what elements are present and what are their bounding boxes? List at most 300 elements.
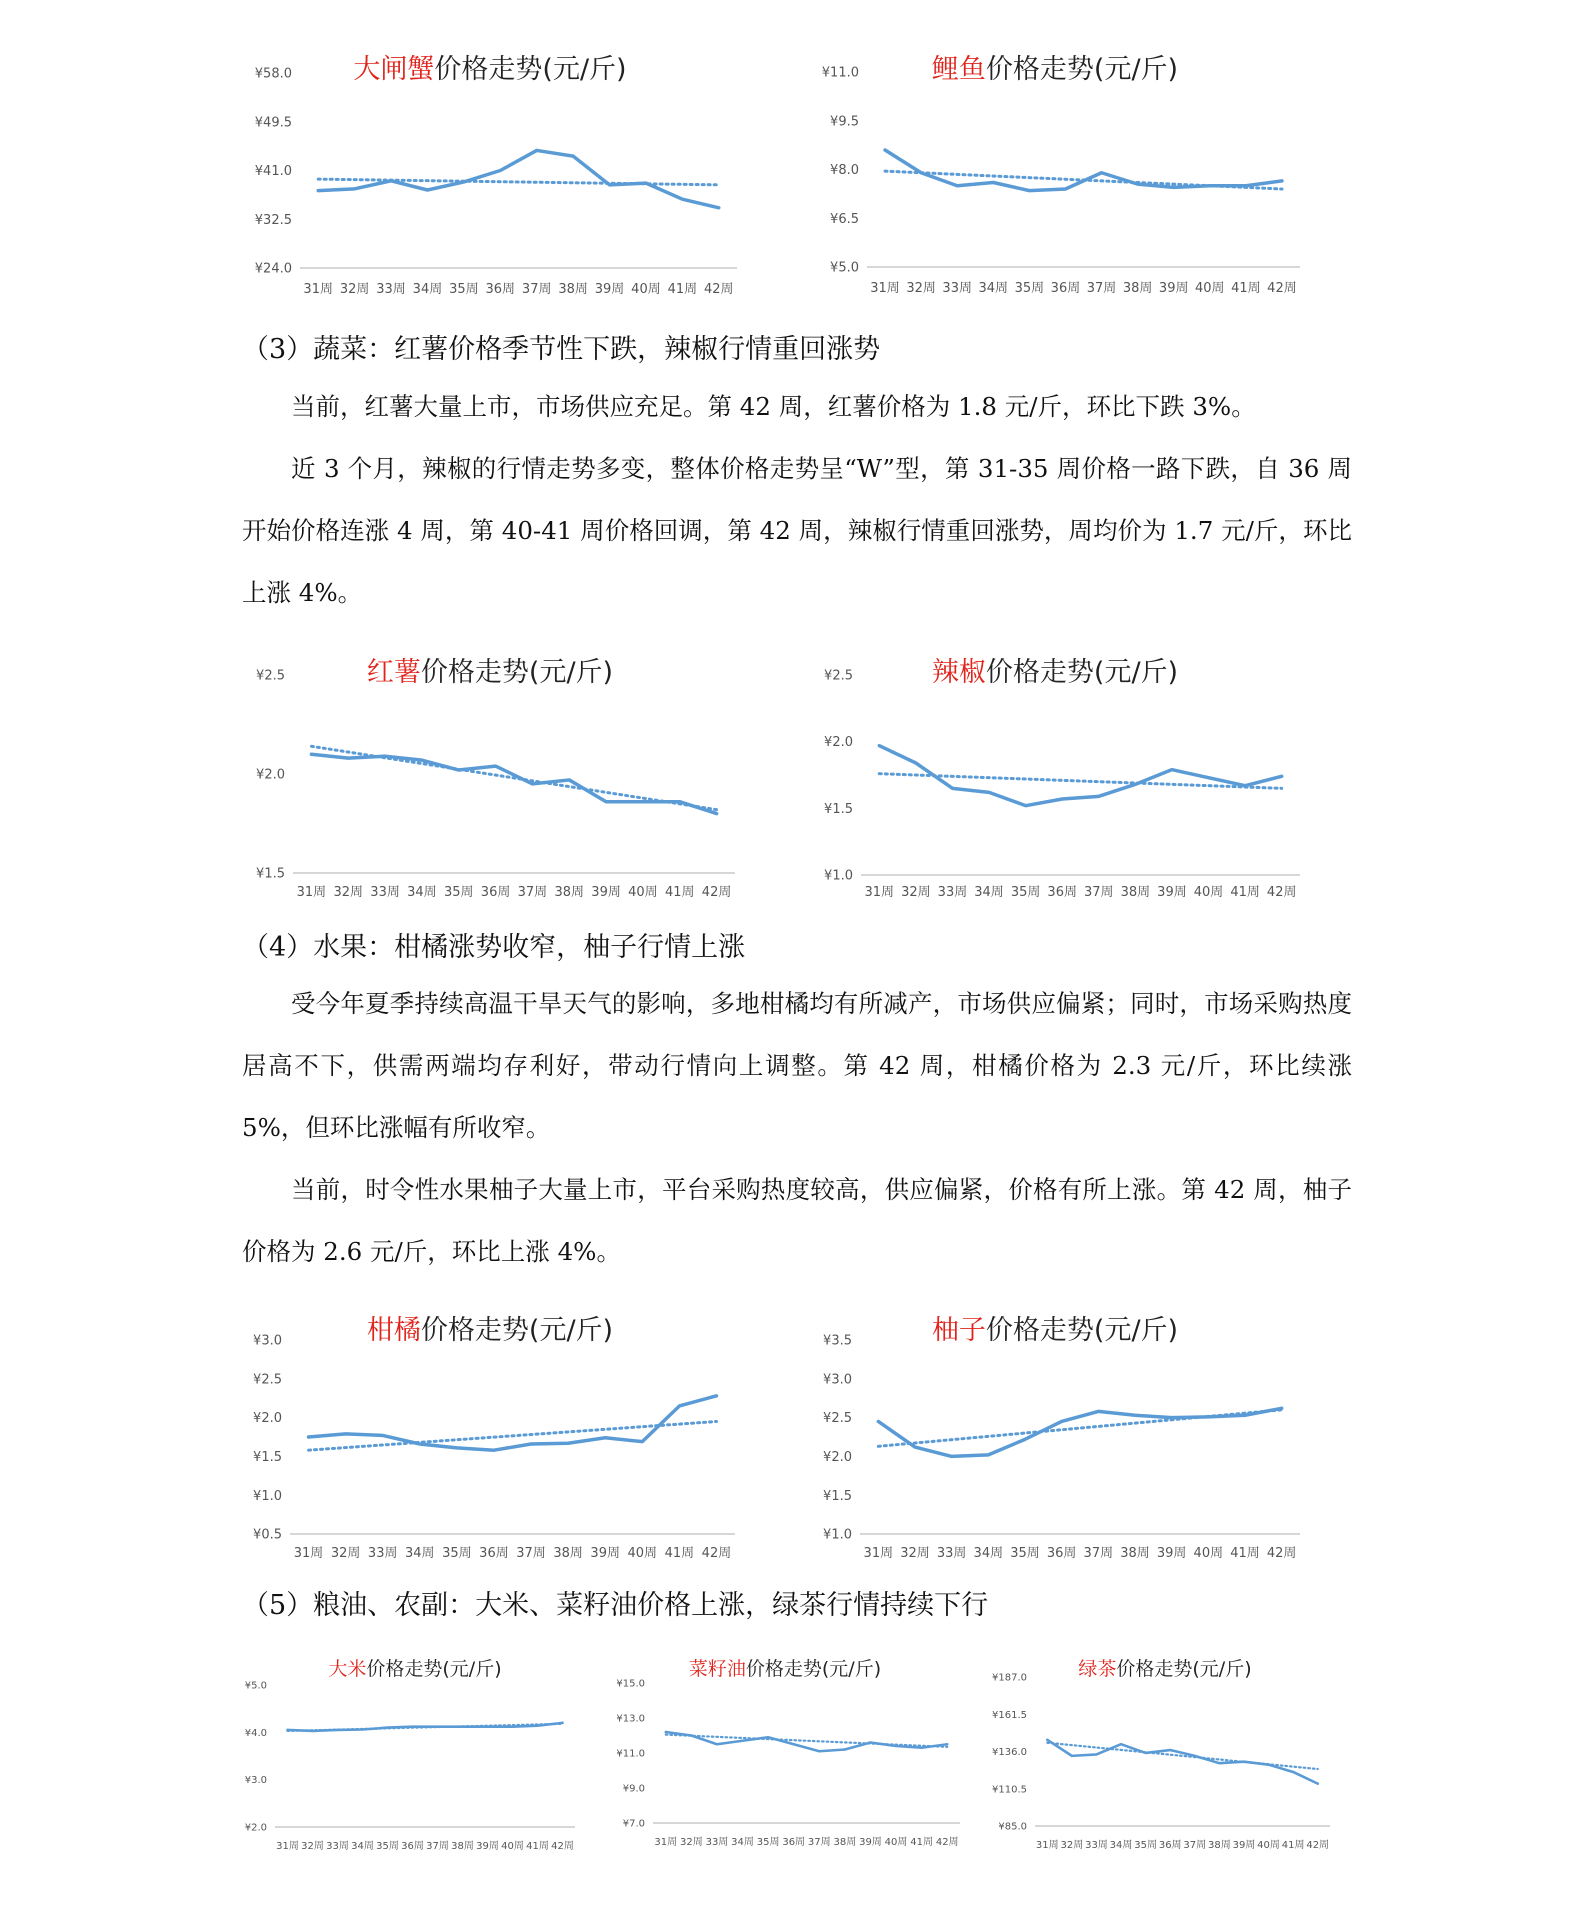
x-tick-label: 35周 bbox=[1010, 1546, 1040, 1561]
data-point bbox=[382, 1434, 384, 1436]
x-tick-label: 40周 bbox=[631, 282, 661, 297]
data-point bbox=[915, 762, 917, 764]
data-point bbox=[1209, 185, 1211, 187]
x-tick-label: 41周 bbox=[667, 282, 698, 297]
data-point bbox=[992, 181, 994, 183]
x-tick-label: 32周 bbox=[339, 282, 370, 297]
x-tick-label: 31周 bbox=[870, 281, 900, 296]
y-tick-label: ¥1.5 bbox=[253, 1449, 282, 1465]
data-point bbox=[1061, 798, 1063, 800]
x-tick-label: 33周 bbox=[1085, 1840, 1108, 1851]
x-tick-label: 39周 bbox=[859, 1837, 882, 1848]
section-heading-fruits: （4）水果：柑橘涨势收窄，柚子行情上涨 bbox=[242, 932, 746, 963]
y-tick-label: ¥2.0 bbox=[824, 735, 853, 751]
series-line bbox=[288, 1723, 563, 1731]
data-point bbox=[1134, 1414, 1136, 1416]
chart-title bbox=[235, 47, 745, 86]
y-tick-label: ¥1.5 bbox=[824, 801, 853, 817]
data-point bbox=[426, 189, 428, 191]
x-tick-label: 32周 bbox=[1060, 1840, 1084, 1851]
x-tick-label: 39周 bbox=[1156, 1546, 1187, 1561]
y-tick-label: ¥11.0 bbox=[821, 65, 859, 81]
x-tick-label: 31周 bbox=[864, 885, 895, 900]
x-tick-label: 42周 bbox=[701, 1546, 732, 1561]
x-tick-label: 36周 bbox=[479, 1546, 509, 1561]
x-tick-label: 35周 bbox=[1014, 281, 1045, 296]
chart-title-rest: 价格走势(元/斤) bbox=[434, 54, 627, 85]
data-point bbox=[665, 1731, 667, 1733]
x-tick-label: 38周 bbox=[1122, 281, 1153, 296]
x-tick-label: 40周 bbox=[1257, 1840, 1280, 1851]
x-tick-label: 37周 bbox=[426, 1841, 449, 1852]
x-tick-label: 37周 bbox=[1086, 281, 1117, 296]
x-tick-label: 42周 bbox=[935, 1837, 959, 1848]
x-tick-label: 33周 bbox=[376, 282, 406, 297]
series-line bbox=[666, 1732, 947, 1751]
x-tick-label: 40周 bbox=[1193, 1546, 1224, 1561]
x-tick-label: 34周 bbox=[405, 1546, 435, 1561]
data-point bbox=[411, 1725, 413, 1727]
data-point bbox=[421, 759, 423, 761]
data-point bbox=[531, 783, 533, 785]
x-tick-label: 38周 bbox=[1120, 885, 1151, 900]
y-tick-label: ¥3.5 bbox=[823, 1333, 852, 1349]
x-tick-label: 41周 bbox=[664, 1546, 695, 1561]
chart-sweet-potato bbox=[235, 640, 745, 910]
x-tick-label: 42周 bbox=[704, 282, 734, 297]
x-tick-label: 41周 bbox=[1230, 1546, 1260, 1561]
y-tick-label: ¥2.0 bbox=[253, 1411, 282, 1427]
y-tick-label: ¥3.0 bbox=[823, 1372, 852, 1388]
chart-title-highlight: 柑橘 bbox=[366, 1315, 421, 1346]
chart-rapeseed-oil bbox=[605, 1640, 965, 1880]
chart-rice bbox=[235, 1640, 595, 1880]
x-tick-label: 34周 bbox=[351, 1841, 374, 1852]
chart-title-highlight: 红薯 bbox=[366, 657, 421, 688]
data-point bbox=[1267, 1763, 1269, 1765]
data-point bbox=[493, 1449, 495, 1451]
x-tick-label: 32周 bbox=[901, 885, 931, 900]
chart-title bbox=[800, 1308, 1310, 1347]
y-tick-label: ¥6.5 bbox=[830, 211, 859, 227]
x-tick-label: 39周 bbox=[1157, 885, 1187, 900]
chart-title bbox=[235, 650, 745, 689]
data-point bbox=[1024, 804, 1026, 806]
x-tick-label: 38周 bbox=[1208, 1840, 1231, 1851]
data-point bbox=[914, 1446, 916, 1448]
data-point bbox=[920, 172, 922, 174]
chart-title bbox=[235, 1654, 595, 1681]
x-tick-label: 39周 bbox=[1158, 281, 1189, 296]
x-tick-label: 38周 bbox=[833, 1837, 857, 1848]
data-point bbox=[386, 1726, 388, 1728]
chart-title-rest: 价格走势(元/斤) bbox=[985, 1315, 1179, 1346]
data-point bbox=[568, 779, 570, 781]
y-tick-label: ¥5.0 bbox=[244, 1680, 267, 1692]
x-tick-label: 31周 bbox=[303, 282, 333, 297]
data-point bbox=[419, 1443, 421, 1445]
data-point bbox=[895, 1745, 897, 1747]
x-tick-label: 40周 bbox=[627, 1546, 658, 1561]
chart-title-rest: 价格走势(元/斤) bbox=[745, 1658, 882, 1680]
chart-title bbox=[235, 1308, 745, 1347]
x-tick-label: 41周 bbox=[1231, 281, 1261, 296]
chart-citrus bbox=[235, 1300, 745, 1575]
x-tick-label: 36周 bbox=[1047, 885, 1077, 900]
data-point bbox=[1098, 795, 1100, 797]
data-point bbox=[1280, 1407, 1282, 1409]
x-tick-label: 31周 bbox=[863, 1546, 894, 1561]
x-tick-label: 42周 bbox=[1266, 1546, 1297, 1561]
x-tick-label: 31周 bbox=[293, 1546, 324, 1561]
data-point bbox=[311, 1730, 313, 1732]
data-point bbox=[530, 1443, 532, 1445]
y-tick-label: ¥24.0 bbox=[254, 261, 292, 277]
data-point bbox=[1244, 1414, 1246, 1416]
y-tick-label: ¥1.5 bbox=[256, 866, 285, 882]
x-tick-label: 39周 bbox=[1232, 1840, 1256, 1851]
x-tick-label: 40周 bbox=[628, 885, 658, 900]
y-tick-label: ¥2.5 bbox=[824, 668, 853, 684]
data-point bbox=[1028, 189, 1030, 191]
data-point bbox=[1060, 1420, 1062, 1422]
data-point bbox=[1095, 1753, 1097, 1755]
data-point bbox=[486, 1725, 488, 1727]
x-tick-label: 39周 bbox=[476, 1841, 499, 1852]
data-point bbox=[946, 1743, 948, 1745]
paragraph: 当前，红薯大量上市，市场供应充足。第 42 周，红薯价格为 1.8 元/斤，环比下跌 3%。 bbox=[291, 392, 1256, 421]
y-tick-label: ¥41.0 bbox=[254, 164, 292, 180]
data-point bbox=[1171, 768, 1173, 770]
x-tick-label: 35周 bbox=[1134, 1840, 1157, 1851]
x-tick-label: 37周 bbox=[807, 1837, 831, 1848]
data-point bbox=[572, 155, 574, 157]
x-tick-label: 31周 bbox=[296, 885, 327, 900]
x-tick-label: 33周 bbox=[942, 281, 972, 296]
x-tick-label: 32周 bbox=[900, 1546, 930, 1561]
data-point bbox=[286, 1729, 288, 1731]
x-tick-label: 33周 bbox=[367, 1546, 398, 1561]
data-point bbox=[1024, 1438, 1026, 1440]
data-point bbox=[1144, 1752, 1146, 1754]
x-tick-label: 42周 bbox=[551, 1841, 574, 1852]
x-tick-label: 42周 bbox=[1306, 1840, 1330, 1851]
chart-title-rest: 价格走势(元/斤) bbox=[1116, 1658, 1252, 1680]
data-point bbox=[878, 744, 880, 746]
data-point bbox=[681, 198, 683, 200]
x-tick-label: 35周 bbox=[442, 1546, 472, 1561]
data-point bbox=[536, 149, 538, 151]
chart-title bbox=[605, 1654, 965, 1681]
data-point bbox=[641, 1440, 643, 1442]
y-tick-label: ¥1.0 bbox=[824, 868, 853, 884]
data-point bbox=[1170, 1416, 1172, 1418]
x-tick-label: 31周 bbox=[276, 1841, 299, 1852]
data-point bbox=[715, 812, 717, 814]
chart-carp bbox=[800, 35, 1310, 310]
data-point bbox=[951, 787, 953, 789]
x-tick-label: 34周 bbox=[974, 885, 1004, 900]
series-line bbox=[885, 150, 1282, 191]
data-point bbox=[307, 1436, 309, 1438]
x-tick-label: 34周 bbox=[973, 1546, 1004, 1561]
y-tick-label: ¥3.0 bbox=[253, 1333, 282, 1349]
series-line bbox=[311, 754, 716, 813]
data-point bbox=[1173, 186, 1175, 188]
x-tick-label: 41周 bbox=[526, 1841, 549, 1852]
y-tick-label: ¥2.5 bbox=[823, 1411, 852, 1427]
x-tick-label: 38周 bbox=[451, 1841, 474, 1852]
chart-crab bbox=[235, 35, 745, 310]
data-point bbox=[844, 1748, 846, 1750]
x-tick-label: 38周 bbox=[1120, 1546, 1150, 1561]
data-point bbox=[1097, 1410, 1099, 1412]
data-point bbox=[456, 1447, 458, 1449]
data-point bbox=[956, 185, 958, 187]
y-tick-label: ¥5.0 bbox=[830, 260, 859, 276]
paragraph: 当前，时令性水果柚子大量上市，平台采购热度较高，供应偏紧，价格有所上涨。第 42 周，柚子价格为 2.6 元/斤，环比上涨 4%。 bbox=[242, 1175, 1352, 1266]
data-point bbox=[605, 801, 607, 803]
y-tick-label: ¥1.5 bbox=[823, 1488, 852, 1504]
x-tick-label: 36周 bbox=[480, 885, 511, 900]
x-tick-label: 31周 bbox=[654, 1837, 678, 1848]
data-point bbox=[390, 180, 392, 182]
data-point bbox=[718, 207, 720, 209]
x-tick-label: 39周 bbox=[591, 885, 621, 900]
x-tick-label: 40周 bbox=[884, 1837, 908, 1848]
x-tick-label: 32周 bbox=[906, 281, 936, 296]
x-tick-label: 33周 bbox=[936, 1546, 967, 1561]
x-tick-label: 36周 bbox=[782, 1837, 806, 1848]
data-point bbox=[511, 1725, 513, 1727]
chart-green-tea bbox=[985, 1640, 1345, 1880]
data-point bbox=[716, 1743, 718, 1745]
y-tick-label: ¥85.0 bbox=[998, 1821, 1027, 1833]
x-tick-label: 35周 bbox=[449, 282, 479, 297]
x-tick-label: 34周 bbox=[978, 281, 1009, 296]
data-point bbox=[987, 1454, 989, 1456]
data-point bbox=[353, 188, 355, 190]
x-tick-label: 36周 bbox=[1046, 1546, 1077, 1561]
chart-title-highlight: 大米 bbox=[328, 1658, 367, 1680]
data-point bbox=[884, 149, 886, 151]
data-point bbox=[1243, 1761, 1245, 1763]
x-tick-label: 32周 bbox=[333, 885, 364, 900]
data-point bbox=[1281, 180, 1283, 182]
section-heading-grain-oil: （5）粮油、农副：大米、菜籽油价格上涨，绿茶行情持续下行 bbox=[242, 1590, 989, 1621]
series-line bbox=[309, 1396, 717, 1450]
x-tick-label: 37周 bbox=[1084, 885, 1114, 900]
data-point bbox=[877, 1420, 879, 1422]
data-point bbox=[1100, 172, 1102, 174]
x-tick-label: 41周 bbox=[1281, 1840, 1305, 1851]
y-tick-label: ¥2.0 bbox=[244, 1822, 267, 1834]
y-tick-label: ¥0.5 bbox=[253, 1527, 282, 1543]
y-tick-label: ¥110.5 bbox=[992, 1784, 1027, 1796]
chart-title-rest: 价格走势(元/斤) bbox=[985, 657, 1179, 688]
chart-title-highlight: 鲤鱼 bbox=[931, 54, 986, 85]
x-tick-label: 33周 bbox=[937, 885, 968, 900]
y-tick-label: ¥2.0 bbox=[823, 1449, 852, 1465]
x-tick-label: 40周 bbox=[1193, 885, 1224, 900]
y-tick-label: ¥49.5 bbox=[254, 115, 292, 131]
x-tick-label: 37周 bbox=[1083, 1546, 1114, 1561]
data-point bbox=[1071, 1755, 1073, 1757]
chart-chili bbox=[800, 640, 1310, 910]
data-point bbox=[463, 181, 465, 183]
x-tick-label: 31周 bbox=[1035, 1840, 1059, 1851]
data-point bbox=[1244, 784, 1246, 786]
x-tick-label: 33周 bbox=[705, 1837, 729, 1848]
y-tick-label: ¥9.0 bbox=[622, 1783, 645, 1795]
data-point bbox=[1046, 1739, 1048, 1741]
data-point bbox=[793, 1743, 795, 1745]
y-tick-label: ¥2.5 bbox=[256, 668, 285, 684]
chart-title-rest: 价格走势(元/斤) bbox=[366, 1658, 502, 1680]
chart-title bbox=[800, 47, 1310, 86]
data-point bbox=[310, 753, 312, 755]
data-point bbox=[536, 1725, 538, 1727]
x-tick-label: 42周 bbox=[701, 885, 732, 900]
x-tick-label: 35周 bbox=[1010, 885, 1041, 900]
data-point bbox=[869, 1741, 871, 1743]
chart-title-rest: 价格走势(元/斤) bbox=[420, 657, 614, 688]
data-point bbox=[1136, 183, 1138, 185]
y-tick-label: ¥8.0 bbox=[830, 163, 859, 179]
y-tick-label: ¥9.5 bbox=[830, 114, 859, 130]
y-tick-label: ¥2.5 bbox=[253, 1372, 282, 1388]
data-point bbox=[1245, 185, 1247, 187]
x-tick-label: 41周 bbox=[1230, 885, 1260, 900]
x-tick-label: 37周 bbox=[517, 885, 548, 900]
data-point bbox=[608, 184, 610, 186]
data-point bbox=[567, 1442, 569, 1444]
y-tick-label: ¥13.0 bbox=[616, 1713, 645, 1725]
data-point bbox=[1317, 1782, 1319, 1784]
y-tick-label: ¥58.0 bbox=[254, 66, 292, 82]
data-point bbox=[642, 801, 644, 803]
x-tick-label: 36周 bbox=[485, 282, 516, 297]
data-point bbox=[1169, 1749, 1171, 1751]
chart-title-highlight: 绿茶 bbox=[1078, 1658, 1117, 1680]
data-point bbox=[458, 769, 460, 771]
x-tick-label: 36周 bbox=[401, 1841, 424, 1852]
x-tick-label: 42周 bbox=[1266, 885, 1297, 900]
data-point bbox=[818, 1750, 820, 1752]
y-tick-label: ¥4.0 bbox=[244, 1727, 267, 1739]
data-point bbox=[1194, 1755, 1196, 1757]
x-tick-label: 38周 bbox=[558, 282, 588, 297]
x-tick-label: 36周 bbox=[1158, 1840, 1182, 1851]
data-point bbox=[494, 765, 496, 767]
data-point bbox=[361, 1728, 363, 1730]
y-tick-label: ¥136.0 bbox=[992, 1747, 1027, 1758]
x-tick-label: 39周 bbox=[594, 282, 625, 297]
data-point bbox=[988, 791, 990, 793]
x-tick-label: 37周 bbox=[521, 282, 552, 297]
y-tick-label: ¥1.0 bbox=[253, 1488, 282, 1504]
data-point bbox=[499, 169, 501, 171]
data-point bbox=[920, 1747, 922, 1749]
data-point bbox=[678, 1405, 680, 1407]
x-tick-label: 33周 bbox=[326, 1841, 349, 1852]
data-point bbox=[1218, 1762, 1220, 1764]
y-tick-label: ¥161.5 bbox=[992, 1709, 1027, 1721]
paragraph: 近 3 个月，辣椒的行情走势多变，整体价格走势呈“W”型，第 31-35 周价格一路下跌，自 36 周开始价格连涨 4 周，第 40-41 周价格回调，第 42 周，辣椒行情重回涨势，周均价为 1.7 元/斤，环比上涨 4%。 bbox=[242, 454, 1352, 607]
x-tick-label: 35周 bbox=[443, 885, 474, 900]
data-point bbox=[561, 1722, 563, 1724]
x-tick-label: 32周 bbox=[301, 1841, 324, 1852]
x-tick-label: 34周 bbox=[412, 282, 443, 297]
data-point bbox=[336, 1729, 338, 1731]
data-point bbox=[1207, 776, 1209, 778]
data-point bbox=[317, 189, 319, 191]
data-point bbox=[715, 1395, 717, 1397]
y-tick-label: ¥187.0 bbox=[992, 1672, 1027, 1684]
x-tick-label: 36周 bbox=[1050, 281, 1081, 296]
x-tick-label: 39周 bbox=[590, 1546, 620, 1561]
x-tick-label: 42周 bbox=[1267, 281, 1297, 296]
chart-title-highlight: 柚子 bbox=[931, 1315, 986, 1346]
chart-title-highlight: 辣椒 bbox=[931, 657, 986, 688]
y-tick-label: ¥3.0 bbox=[244, 1775, 267, 1787]
data-point bbox=[679, 801, 681, 803]
y-tick-label: ¥15.0 bbox=[616, 1678, 645, 1690]
chart-title-rest: 价格走势(元/斤) bbox=[420, 1315, 614, 1346]
chart-title-highlight: 菜籽油 bbox=[688, 1658, 746, 1680]
chart-title-highlight: 大闸蟹 bbox=[353, 54, 435, 85]
y-tick-label: ¥7.0 bbox=[622, 1818, 645, 1830]
series-line bbox=[878, 1408, 1281, 1456]
data-point bbox=[690, 1734, 692, 1736]
x-tick-label: 38周 bbox=[554, 885, 585, 900]
section-heading-vegetables: （3）蔬菜：红薯价格季节性下跌，辣椒行情重回涨势 bbox=[242, 334, 881, 365]
data-point bbox=[1120, 1743, 1122, 1745]
x-tick-label: 38周 bbox=[553, 1546, 583, 1561]
data-point bbox=[347, 757, 349, 759]
y-tick-label: ¥1.0 bbox=[823, 1527, 852, 1543]
x-tick-label: 34周 bbox=[731, 1837, 754, 1848]
data-point bbox=[1292, 1771, 1294, 1773]
y-tick-label: ¥11.0 bbox=[616, 1748, 645, 1760]
x-tick-label: 34周 bbox=[407, 885, 437, 900]
chart-title bbox=[800, 650, 1310, 689]
x-tick-label: 32周 bbox=[680, 1837, 703, 1848]
x-tick-label: 41周 bbox=[910, 1837, 933, 1848]
y-tick-label: ¥2.0 bbox=[256, 767, 285, 783]
y-tick-label: ¥32.5 bbox=[254, 212, 292, 228]
chart-title bbox=[985, 1654, 1345, 1681]
x-tick-label: 40周 bbox=[501, 1841, 524, 1852]
data-point bbox=[604, 1437, 606, 1439]
data-point bbox=[344, 1433, 346, 1435]
x-tick-label: 41周 bbox=[664, 885, 695, 900]
x-tick-label: 40周 bbox=[1195, 281, 1225, 296]
data-point bbox=[384, 755, 386, 757]
data-point bbox=[1281, 775, 1283, 777]
x-tick-label: 32周 bbox=[330, 1546, 361, 1561]
data-point bbox=[436, 1725, 438, 1727]
x-tick-label: 37周 bbox=[1183, 1840, 1207, 1851]
x-tick-label: 33周 bbox=[370, 885, 400, 900]
data-point bbox=[461, 1725, 463, 1727]
data-point bbox=[741, 1740, 743, 1742]
chart-title-rest: 价格走势(元/斤) bbox=[985, 54, 1179, 85]
x-tick-label: 35周 bbox=[376, 1841, 399, 1852]
x-tick-label: 34周 bbox=[1109, 1840, 1133, 1851]
data-point bbox=[645, 182, 647, 184]
chart-pomelo bbox=[800, 1300, 1310, 1575]
